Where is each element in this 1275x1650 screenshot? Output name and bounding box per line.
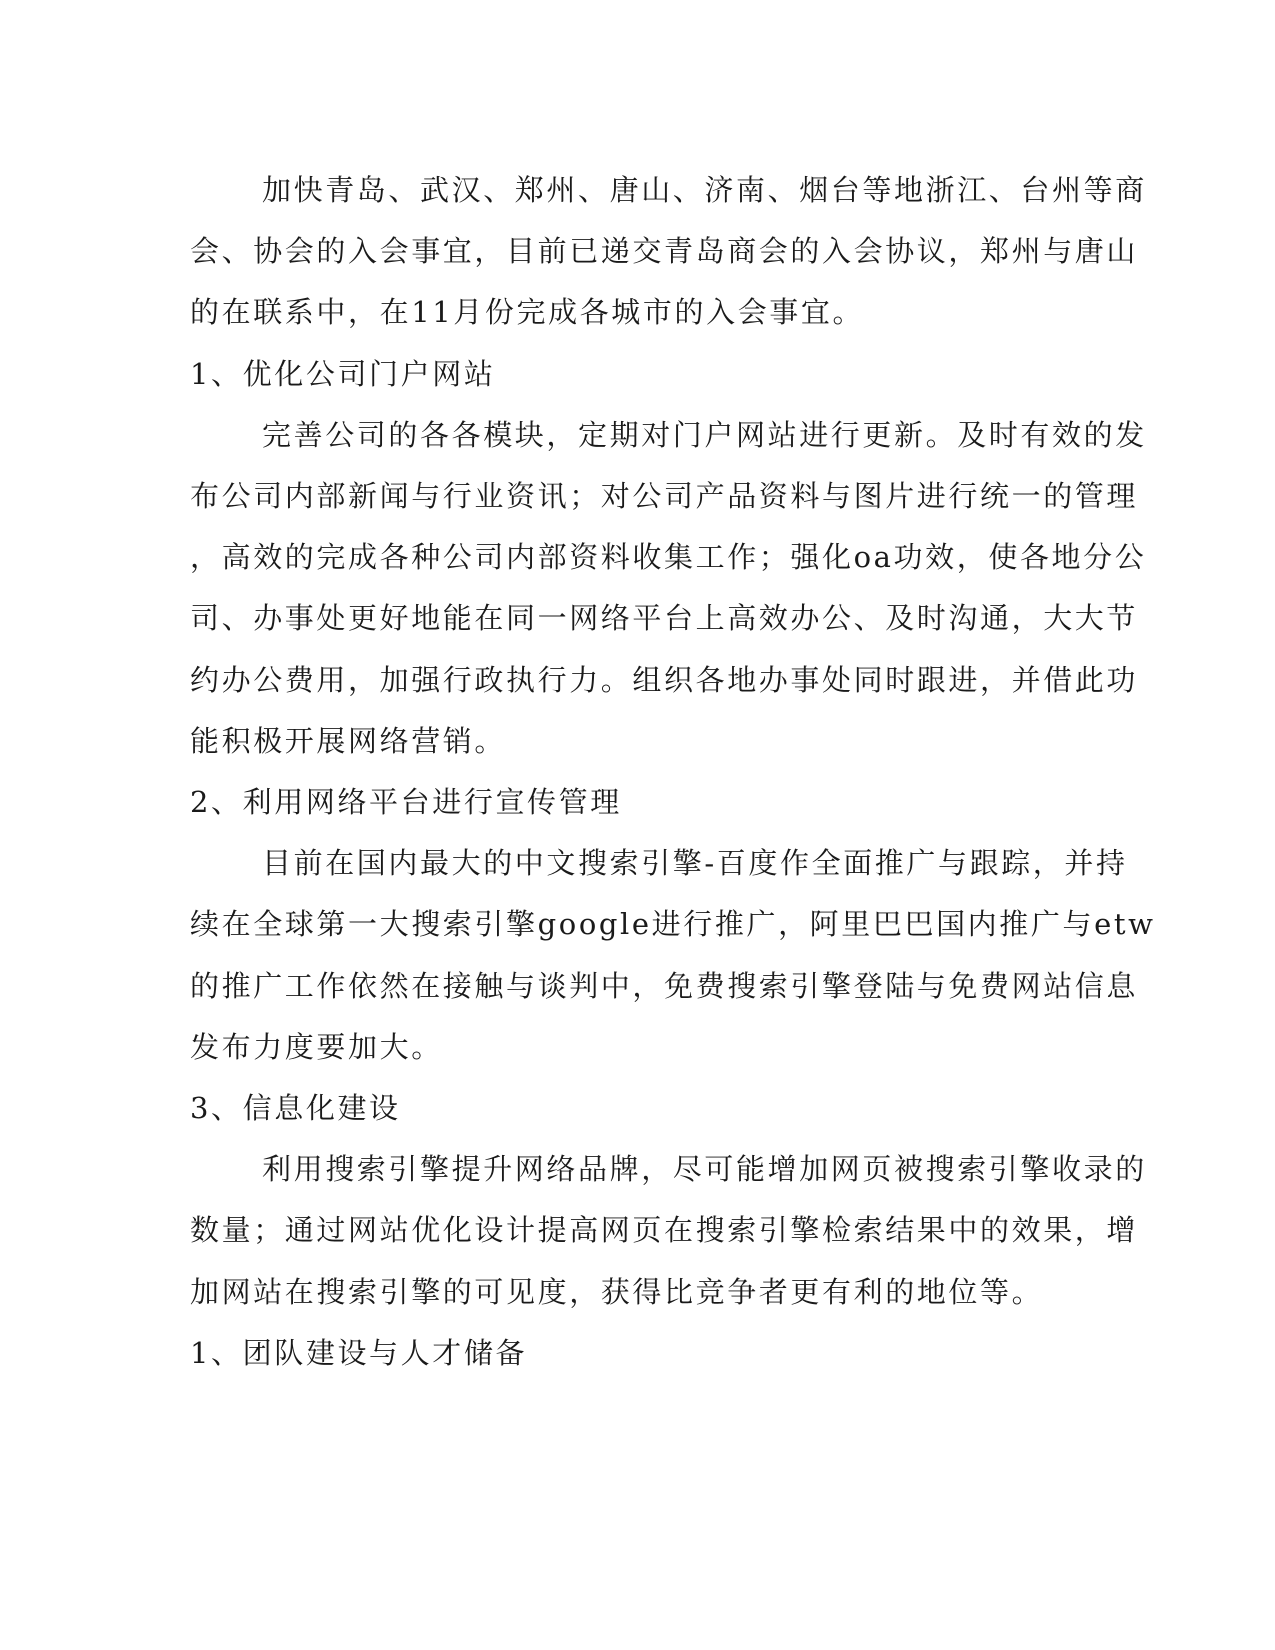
text-line: 数量；通过网站优化设计提高网页在搜索引擎检索结果中的效果，增 — [190, 1213, 1139, 1248]
text-line: 能积极开展网络营销。 — [190, 723, 507, 758]
paragraph-informatization — [190, 1139, 1147, 1323]
section-heading-informatization: 3、信息化建设 — [190, 1091, 401, 1126]
text-line: 司、办事处更好地能在同一网络平台上高效办公、及时沟通，大大节 — [190, 601, 1139, 636]
text-line: 约办公费用，加强行政执行力。组织各地办事处同时跟进，并借此功 — [190, 662, 1139, 697]
text-line: 加网站在搜索引擎的可见度，获得比竞争者更有利的地位等。 — [190, 1274, 1044, 1309]
text-line: 发布力度要加大。 — [190, 1029, 443, 1064]
section-heading-team: 1、团队建设与人才储备 — [190, 1335, 528, 1370]
section-heading-portal: 1、优化公司门户网站 — [190, 356, 496, 391]
text-line: 加快青岛、武汉、郑州、唐山、济南、烟台等地浙江、台州等商 — [262, 173, 1147, 207]
text-line: ，高效的完成各种公司内部资料收集工作；强化oa功效，使各地分公 — [190, 540, 1147, 575]
paragraph-promotion — [190, 833, 1156, 1078]
text-line: 布公司内部新闻与行业资讯；对公司产品资料与图片进行统一的管理 — [190, 479, 1139, 514]
text-line: 利用搜索引擎提升网络品牌，尽可能增加网页被搜索引擎收录的 — [262, 1152, 1147, 1187]
section-heading-promotion: 2、利用网络平台进行宣传管理 — [190, 785, 622, 820]
paragraph-portal — [190, 405, 1147, 772]
text-line: 会、协会的入会事宜，目前已递交青岛商会的入会协议，郑州与唐山 — [190, 234, 1139, 269]
paragraph-chamber-membership — [190, 160, 1147, 344]
text-line: 完善公司的各各模块，定期对门户网站进行更新。及时有效的发 — [262, 417, 1147, 452]
text-line: 的在联系中，在11月份完成各城市的入会事宜。 — [190, 295, 865, 330]
text-line: 续在全球第一大搜索引擎google进行推广，阿里巴巴国内推广与etw — [190, 907, 1156, 942]
text-line: 的推广工作依然在接触与谈判中，免费搜索引擎登陆与免费网站信息 — [190, 968, 1139, 1003]
text-line: 目前在国内最大的中文搜索引擎-百度作全面推广与跟踪，并持 — [262, 846, 1128, 881]
document-body — [190, 160, 1156, 1384]
